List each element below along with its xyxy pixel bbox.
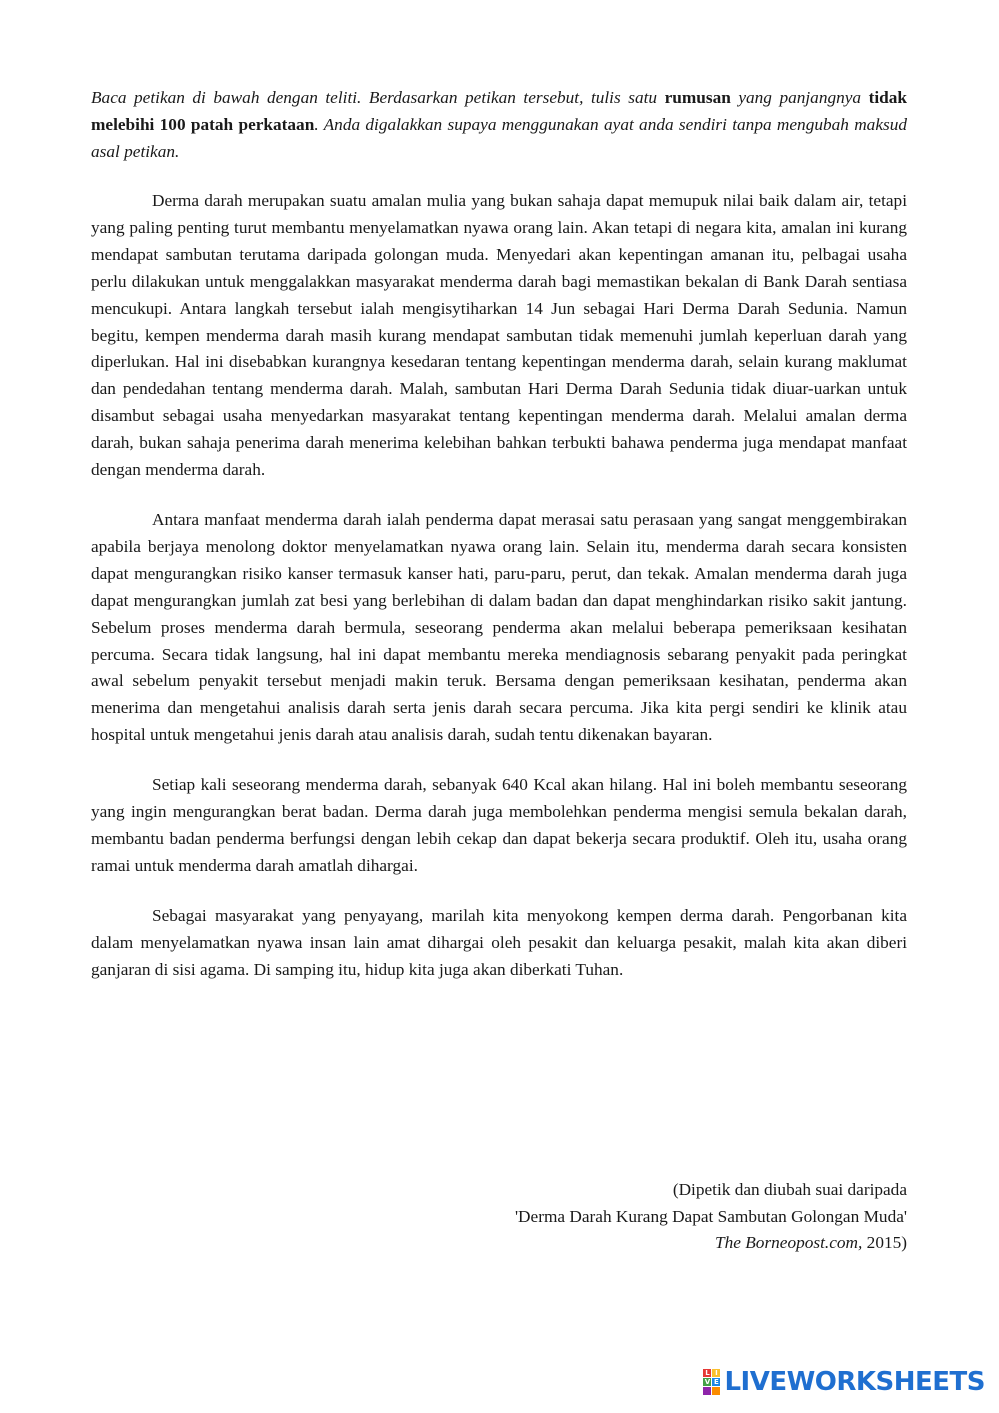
instruction-part-1: Baca petikan di bawah dengan teliti. Berdasarkan petikan tersebut, tulis satu [91,88,665,107]
citation-line-1: (Dipetik dan diubah suai daripada [672,1180,907,1199]
worksheet-page [91,84,907,1006]
citation-line-2: 'Derma Darah Kurang Dapat Sambutan Golongan Muda' [514,1206,907,1226]
paragraph-1: Derma darah merupakan suatu amalan mulia yang bukan sahaja dapat memupuk nilai baik dalam air, tetapi yang paling penting turut membantu menyelamatkan nyawa orang lain. Akan tetapi di negara kita, amalan ini kurang mendapat sambutan terutama daripada golongan muda. Menyedari akan kepentingan amanan itu, pelbagai usaha perlu dilakukan untuk menggalakkan masyarakat menderma darah bagi memastikan bekalan di Bank Darah sentiasa mencukupi. Antara langkah tersebut ialah mengisytiharkan 14 Jun sebagai Hari Derma Darah Sedunia. Namun begitu, kempen menderma darah masih kurang mendapat sambutan tidak memenuhi jumlah keperluan darah yang diperlukan. Hal ini disebabkan kurangnya kesedaran tentang kepentingan menderma darah, selain kurang maklumat dan pendedahan tentang menderma darah. Malah, sambutan Hari Derma Darah Sedunia tidak diuar-uarkan untuk disambut sebagai usaha menyedarkan masyarakat tentang kepentingan menderma darah. Melalui amalan derma darah, bukan sahaja penerima darah menerima kelebihan bahkan terbukti bahawa penderma juga mendapat manfaat dengan menderma darah. [91,191,907,480]
paragraph-4: Sebagai masyarakat yang penyayang, marilah kita menyokong kempen derma darah. Pengorbanan kita dalam menyelamatkan nyawa insan lain amat dihargai oleh pesakit dan keluarga pesakit, malah kita akan diberi ganjaran di sisi agama. Di samping itu, hidup kita juga akan diberkati Tuhan. [91,905,907,979]
instruction-part-3: . Anda digalakkan supaya menggunakan ayat anda sendiri tanpa mengubah maksud asal petikan. [91,115,907,161]
logo-block [703,1387,711,1395]
logo-block: E [714,1378,719,1386]
logo-block: I [712,1369,720,1377]
liveworksheets-logo [703,1369,985,1395]
logo-text: LIVEWORKSHEETS [724,1367,985,1397]
logo-block: L [705,1369,710,1377]
liveworksheets-logo-icon [703,1369,720,1395]
instruction-bold-rumusan: rumusan [664,88,731,107]
instruction-bold-word-limit: tidak melebihi 100 patah perkataan [91,88,907,134]
source-citation [515,1177,907,1257]
logo-block: V [704,1378,711,1386]
instruction-text [91,84,907,165]
citation-line-3 [515,1230,907,1257]
paragraph-3: Setiap kali seseorang menderma darah, sebanyak 640 Kcal akan hilang. Hal ini boleh membantu seseorang yang ingin mengurangkan berat badan. Derma darah juga membolehkan penderma mengisi semula bekalan darah, membantu badan penderma berfungsi dengan lebih cekap dan dapat bekerja secara produktif. Oleh itu, usaha orang ramai untuk menderma darah amatlah dihargai. [91,775,907,875]
citation-year: 2015) [862,1233,907,1252]
instruction-part-2: yang panjangnya [730,88,869,107]
logo-block [712,1387,720,1395]
citation-source: The Borneopost.com, [715,1233,863,1252]
paragraph-2: Antara manfaat menderma darah ialah penderma dapat merasai satu perasaan yang sangat menggembirakan apabila berjaya menolong doktor menyelamatkan nyawa orang lain. Selain itu, menderma darah secara konsisten dapat mengurangkan risiko kanser termasuk kanser hati, paru-paru, perut, dan tekak. Amalan menderma darah juga dapat mengurangkan jumlah zat besi yang berlebihan di dalam badan dan dapat menghindarkan risiko sakit jantung. Sebelum proses menderma darah bermula, seseorang penderma akan melalui beberapa pemeriksaan kesihatan percuma. Secara tidak langsung, hal ini dapat membantu mereka mendiagnosis sebarang penyakit pada peringkat awal sebelum penyakit tersebut menjadi makin teruk. Bersama dengan pemeriksaan kesihatan, penderma akan menerima dan mengetahui analisis darah serta jenis darah secara percuma. Jika kita pergi sendiri ke klinik atau hospital untuk mengetahui jenis darah atau analisis darah, sudah tentu dikenakan bayaran. [91,509,907,745]
